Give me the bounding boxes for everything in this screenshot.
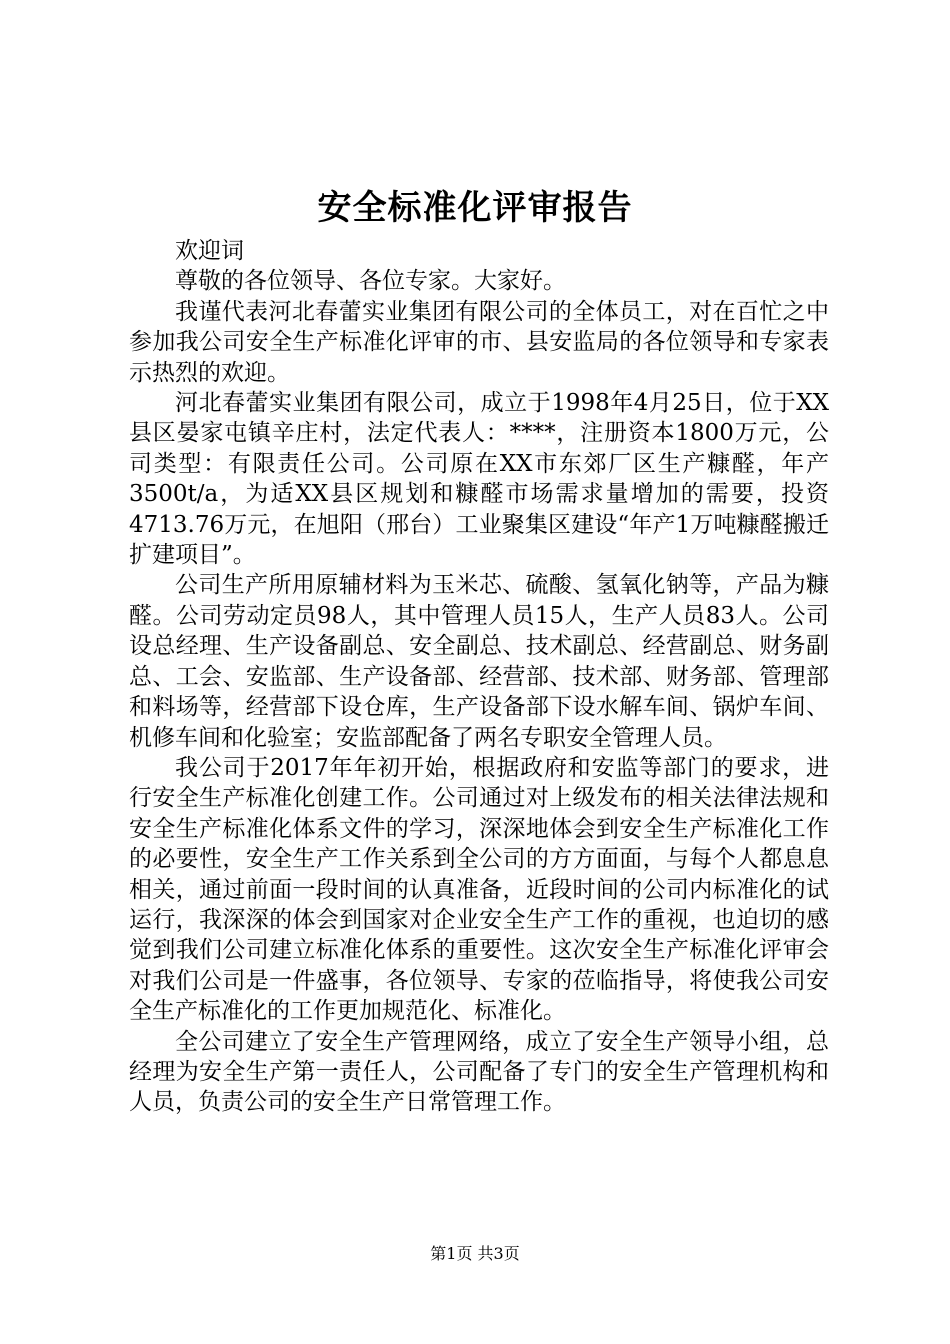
document-title: 安全标准化评审报告 [317,188,633,228]
paragraph-salutation: 尊敬的各位领导、各位专家。大家好。 [175,268,566,295]
paragraph-organization: 公司生产所用原辅材料为玉米芯、硫酸、氢氧化钠等，产品为糠醛。公司劳动定员98人，其中管理人员15人，生产人员83人。公司设总经理、生产设备副总、安全副总、技术副总、经营副总、财务副总、工会、安监部、生产设备部、经营部、技术部、财务部、管理部和料场等，经营部下设仓库，生产设备部下设水解车间、锅炉车间、机修车间和化验室；安监部配备了两名专职安全管理人员。 [129,572,829,751]
paragraph-company-profile: 河北春蕾实业集团有限公司，成立于1998年4月25日，位于XX县区晏家屯镇辛庄村，法定代表人：****，注册资本1800万元，公司类型：有限责任公司。公司原在XX市东郊厂区生产糠醛，年产3500t/a，为适XX县区规划和糠醛市场需求量增加的需要，投资4713.76万元，在旭阳（邢台）工业聚集区建设“年产1万吨糠醛搬迁扩建项目”。 [129,390,829,569]
paragraph-standardization-work: 我公司于2017年年初开始，根据政府和安监等部门的要求，进行安全生产标准化创建工作。公司通过对上级发布的相关法律法规和安全生产标准化体系文件的学习，深深地体会到安全生产标准化工作的必要性，安全生产工作关系到全公司的方方面面，与每个人都息息相关，通过前面一段时间的认真准备，近段时间的公司内标准化的试运行，我深深的体会到国家对企业安全生产工作的重视，也迫切的感觉到我们公司建立标准化体系的重要性。这次安全生产标准化评审会对我们公司是一件盛事，各位领导、专家的莅临指导，将使我公司安全生产标准化的工作更加规范化、标准化。 [129,754,829,1025]
paragraph-greeting-heading: 欢迎词 [175,238,244,264]
paragraph-welcome: 我谨代表河北春蕾实业集团有限公司的全体员工，对在百忙之中参加我公司安全生产标准化评审的市、县安监局的各位领导和专家表示热烈的欢迎。 [129,298,829,386]
page-footer: 第1页 共3页 [430,1244,520,1263]
paragraph-safety-network: 全公司建立了安全生产管理网络，成立了安全生产领导小组，总经理为安全生产第一责任人，公司配备了专门的安全生产管理机构和人员，负责公司的安全生产日常管理工作。 [129,1028,829,1116]
document-body [129,236,829,1118]
